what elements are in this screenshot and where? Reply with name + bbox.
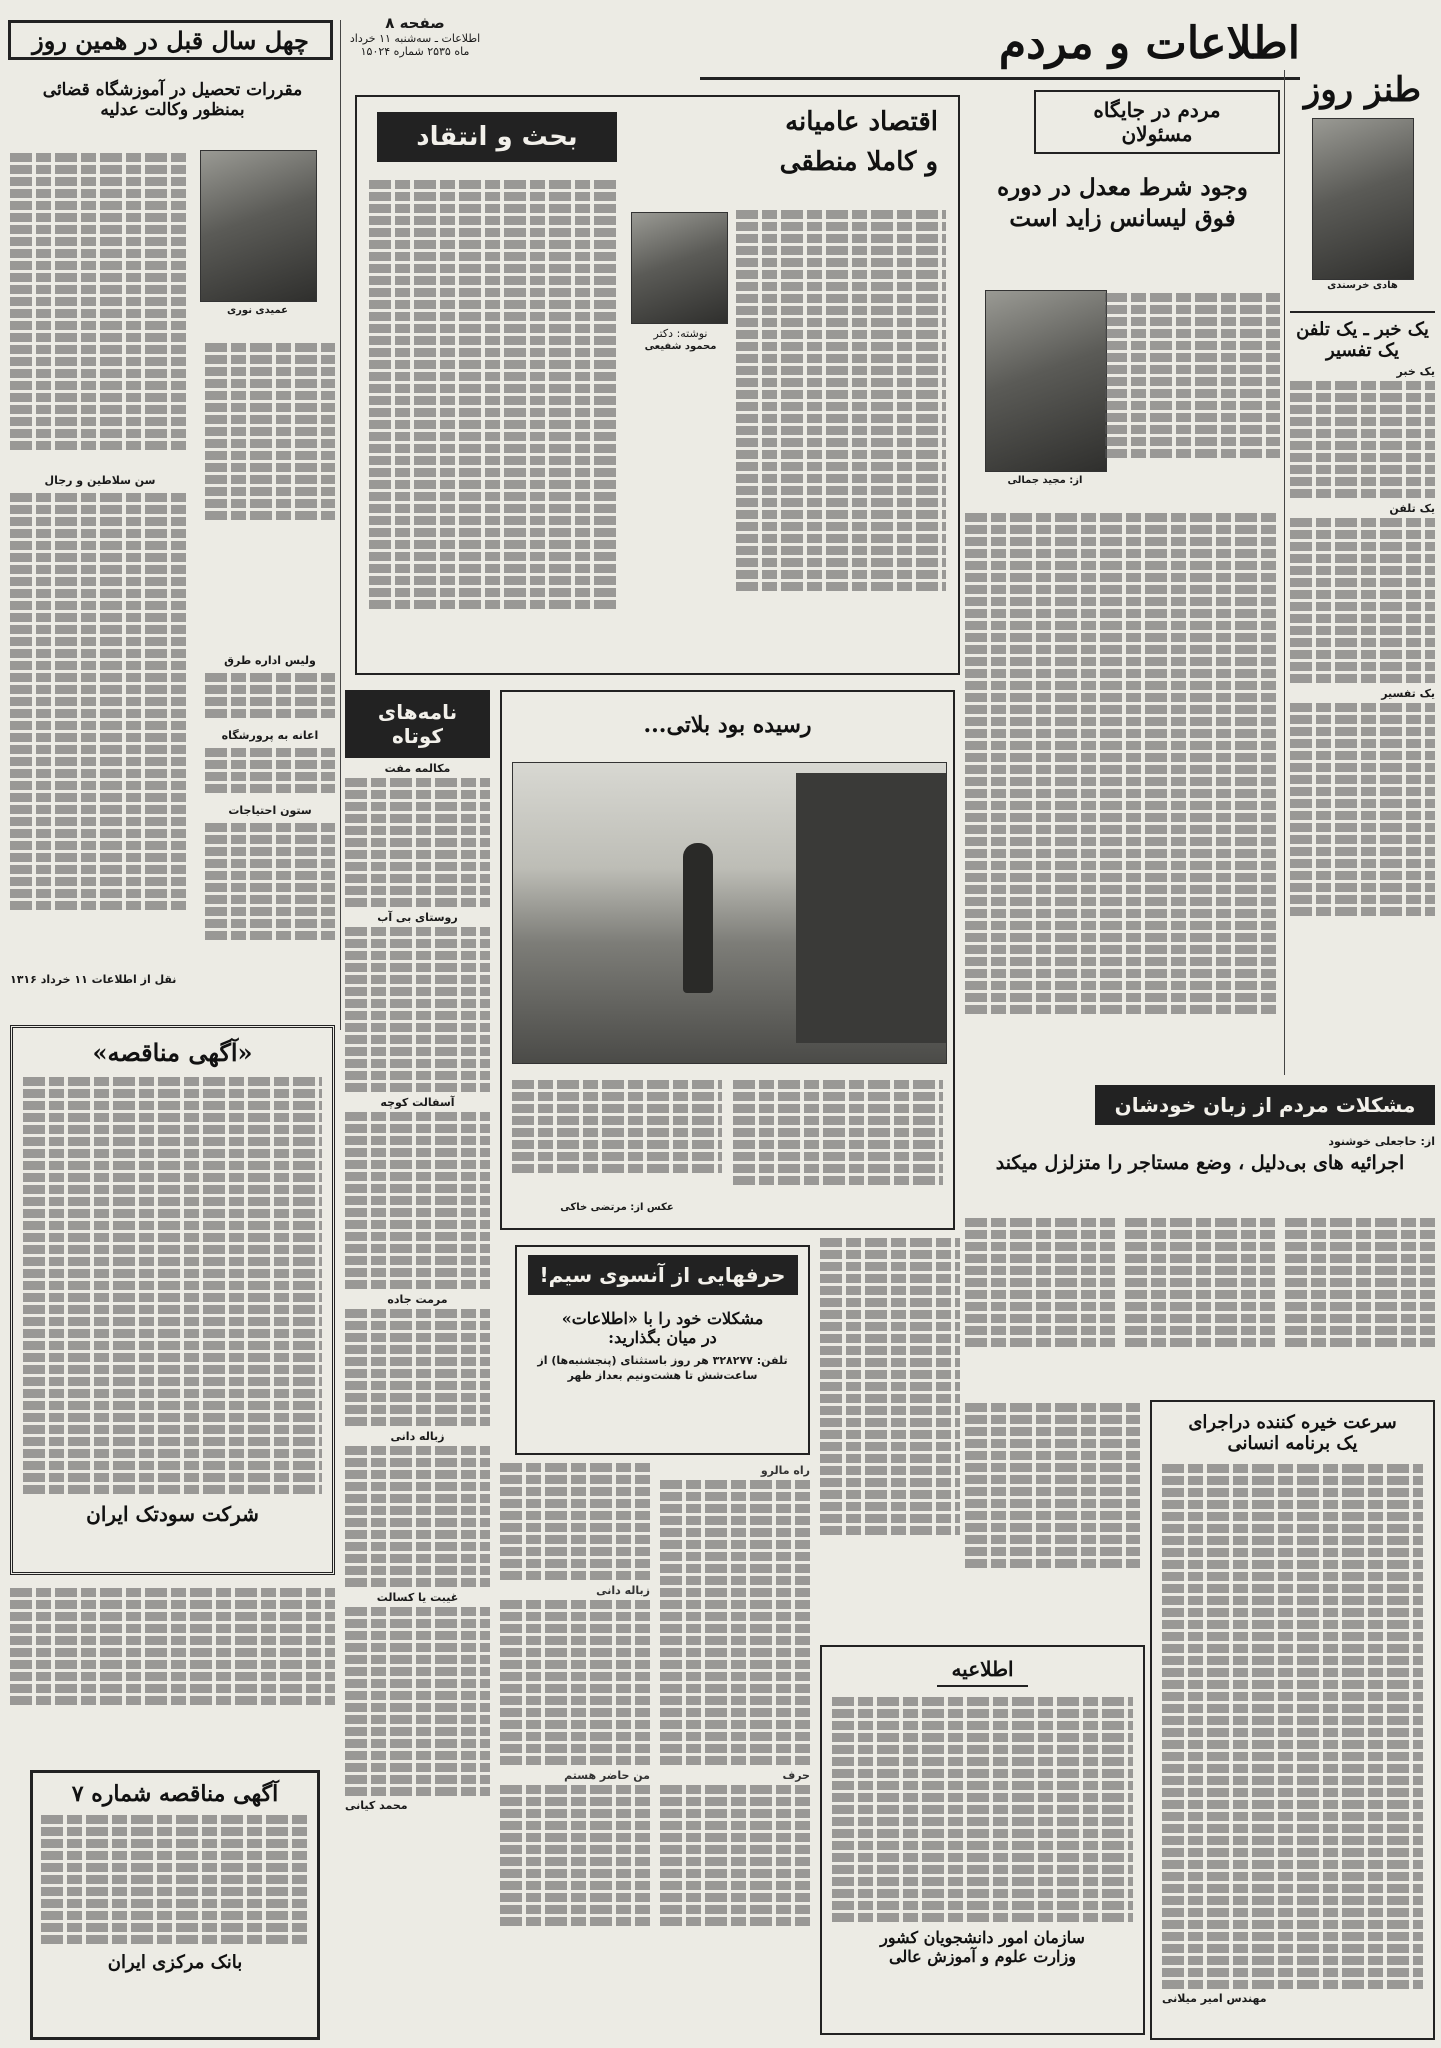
tender-1-notice-body: [10, 1588, 335, 1705]
harfha-sub-2: زباله دانی: [596, 1584, 650, 1597]
issue-number: ماه ۲۵۳۵ شماره ۱۵۰۲۴: [360, 45, 470, 58]
harfha-phone: تلفن: ۳۲۸۲۷۷ هر روز باستثنای (پنجشنبه‌ها) از ساعت‌شش تا هشت‌ونیم بعداز ظهر: [537, 1354, 788, 1382]
lead-photo-caption: از: مجید جمالی: [1007, 475, 1083, 486]
harfha-prompt-2: در میان بگذارید:: [608, 1328, 717, 1347]
forty-years-sub-3: اعانه به پرورشگاه: [221, 729, 319, 742]
lead-tag-line1: مردم در جایگاه: [1093, 98, 1221, 122]
benevolent-body: [1162, 1464, 1423, 1989]
photo-story-body-right: [733, 1077, 943, 1188]
tanz-news-label: یک خبر: [1396, 365, 1435, 378]
tender-2-body: [41, 1815, 309, 1944]
tender-box-2: [30, 1770, 320, 2040]
forty-years-sub-2: ولیس اداره طرق: [224, 654, 316, 667]
forty-years-photo: [200, 150, 317, 302]
forty-years-banner-text: چهل سال قبل در همین روز: [32, 26, 309, 55]
short-letters-sub-6: غیبت یا کسالت: [376, 1591, 459, 1604]
middle-lower-text: [820, 1235, 960, 1635]
short-letters-sub-5: زباله دانی: [390, 1430, 445, 1443]
forty-years-photo-caption: عمیدی نوری: [227, 305, 288, 316]
policeman-shape: [683, 843, 713, 993]
tanz-news-body: [1290, 381, 1435, 498]
short-letters-tag-line1: نامه‌های: [377, 700, 458, 724]
tanz-headline: یک خبر ـ یک تلفن: [1290, 311, 1435, 340]
lead-article: [965, 90, 1280, 1075]
benevolent-headline-1: سرعت خیره کننده دراجرای: [1188, 1412, 1397, 1433]
problems-body-mid: [1125, 1215, 1275, 1350]
debate-tag: بحث و انتقاد: [377, 112, 617, 162]
problems-from: از: حاجعلی خوشنود: [1328, 1135, 1435, 1148]
tanz-phone-label: یک تلفن: [1389, 502, 1435, 515]
harfha-prompt-1: مشکلات خود را با «اطلاعات»: [561, 1309, 764, 1328]
problems-section: [965, 1085, 1435, 1400]
problems-body-left: [965, 1215, 1115, 1350]
tanz-headline-2: یک تفسیر: [1326, 340, 1399, 361]
photo-story-credit: عکس از: مرتضی خاکی: [560, 1202, 674, 1213]
debate-author-photo: [631, 212, 728, 324]
benevolent-headline-2: یک برنامه انسانی: [1227, 1433, 1358, 1454]
tender-2-company: بانک مرکزی ایران: [107, 1952, 243, 1973]
forty-years-column: [10, 70, 335, 1030]
lead-body: [1105, 290, 1280, 461]
forty-years-sub-4: ستون احتیاجات: [228, 804, 312, 817]
tender-1-body: [23, 1077, 322, 1494]
benevolent-left-text: [965, 1400, 1140, 1640]
notice-body: [832, 1697, 1133, 1922]
debate-box: [355, 95, 960, 675]
debate-author-name: محمود شفیعی: [644, 341, 717, 352]
bus-shape: [796, 773, 946, 1043]
masthead: [700, 10, 1300, 80]
harfha-column: [500, 1460, 810, 2040]
short-letters-column: [345, 690, 490, 2040]
problems-banner: مشکلات مردم از زبان خودشان: [1095, 1085, 1435, 1125]
short-letters-body-6: [345, 1607, 490, 1796]
page-number: صفحه ۸: [385, 14, 445, 32]
debate-body-left: [369, 177, 619, 612]
tender-1-notice: [10, 1585, 335, 1765]
tender-2-title: آگهی مناقصه شماره ۷: [71, 1781, 279, 1807]
forty-years-body-5: [205, 745, 335, 796]
forty-years-body-6: [205, 820, 335, 943]
short-letters-tag: [345, 690, 490, 758]
harfha-sub-3: حرف: [782, 1769, 810, 1782]
lead-tag-box: [1034, 90, 1280, 154]
notice-signer-2: وزارت علوم و آموزش عالی: [889, 1947, 1076, 1966]
short-letters-body-1: [345, 778, 490, 907]
notice-title: اطلاعیه: [937, 1657, 1027, 1687]
lead-photo: [985, 290, 1107, 472]
forty-years-headline-2: بمنظور وکالت عدلیه: [100, 100, 245, 120]
benevolent-box: [1150, 1400, 1435, 2040]
tender-1-company: شرکت سودتک ایران: [86, 1502, 259, 1526]
short-letters-body-3: [345, 1112, 490, 1289]
tanz-comment-label: یک تفسیر: [1381, 687, 1435, 700]
column-rule: [1284, 70, 1285, 1075]
notice-box: [820, 1645, 1145, 2035]
short-letters-body-4: [345, 1309, 490, 1426]
lead-headline-2: فوق لیسانس زاید است: [1009, 205, 1236, 232]
photo-story-box: [500, 690, 955, 1230]
photo-story-image: [512, 762, 947, 1064]
short-letters-sub-4: مرمت جاده: [387, 1293, 448, 1306]
problems-headline: اجرائیه های بی‌دلیل ، وضع مستاجر را متزلزل میکند: [995, 1152, 1405, 1174]
issue-date: اطلاعات ـ سه‌شنبه ۱۱ خرداد: [349, 32, 481, 45]
short-letters-sub-1: مکالمه مفت: [384, 762, 451, 775]
harfha-body-right: [660, 1460, 810, 1929]
middle-lower-body: [820, 1238, 960, 1535]
harfha-sub-4: من حاضر هستم: [564, 1769, 650, 1782]
tanz-comment-body: [1290, 703, 1435, 916]
short-letters-tag-line2: کوتاه: [392, 724, 443, 748]
photo-story-body-left: [512, 1077, 722, 1176]
forty-years-body-4: [205, 670, 335, 721]
short-letters-sub-3: آسفالت کوچه: [380, 1096, 455, 1109]
tender-1-title: «آگهی مناقصه»: [92, 1038, 253, 1067]
debate-headline-2: و کاملا منطقی: [779, 147, 938, 177]
forty-years-body-2: [205, 340, 335, 523]
short-letters-body-2: [345, 927, 490, 1092]
short-letters-body-5: [345, 1446, 490, 1587]
notice-title-wrap: [832, 1657, 1133, 1687]
column-rule: [340, 20, 341, 1030]
forty-years-sub-1: سن سلاطین و رجال: [44, 474, 156, 487]
tender-box-1: [10, 1025, 335, 1575]
forty-years-headline-1: مقررات تحصیل در آموزشگاه قضائی: [42, 80, 303, 100]
debate-body-right: [736, 207, 946, 594]
masthead-title: اطلاعات و مردم: [998, 18, 1300, 69]
harfha-sub-1: راه مالرو: [760, 1464, 810, 1477]
forty-years-footer: نقل از اطلاعات ۱۱ خرداد ۱۳۱۶: [10, 973, 177, 986]
lead-tag-line2: مسئولان: [1121, 122, 1193, 146]
tanz-column: [1290, 70, 1435, 1075]
photo-story-headline: رسیده بود بلاتی...: [643, 712, 812, 738]
short-letters-signer: محمد کیانی: [345, 1799, 408, 1812]
benevolent-left-body: [965, 1403, 1140, 1568]
lead-body-2: [965, 510, 1280, 1017]
lead-headline-1: وجود شرط معدل در دوره: [997, 174, 1248, 201]
harfha-tag: حرفهایی از آنسوی سیم!: [528, 1255, 798, 1295]
forty-years-banner: [8, 20, 333, 60]
notice-signer-1: سازمان امور دانشجویان کشور: [880, 1928, 1085, 1947]
harfha-box: [515, 1245, 810, 1455]
issue-info: [340, 14, 490, 74]
short-letters-sub-2: روستای بی آب: [377, 911, 458, 924]
problems-body-right: [1285, 1215, 1435, 1350]
benevolent-signer: مهندس امیر میلانی: [1162, 1992, 1267, 2005]
forty-years-body-1: [10, 150, 190, 453]
forty-years-body-3: [10, 490, 190, 913]
tanz-logo: طنز روز: [1303, 70, 1422, 110]
harfha-body-left: [500, 1460, 650, 1929]
debate-author-label: نوشته: دکتر: [653, 327, 708, 340]
tanz-photo: [1312, 118, 1414, 280]
tanz-phone-body: [1290, 518, 1435, 683]
tanz-photo-caption: هادی خرسندی: [1327, 280, 1398, 291]
debate-headline-1: اقتصاد عامیانه: [785, 107, 938, 137]
